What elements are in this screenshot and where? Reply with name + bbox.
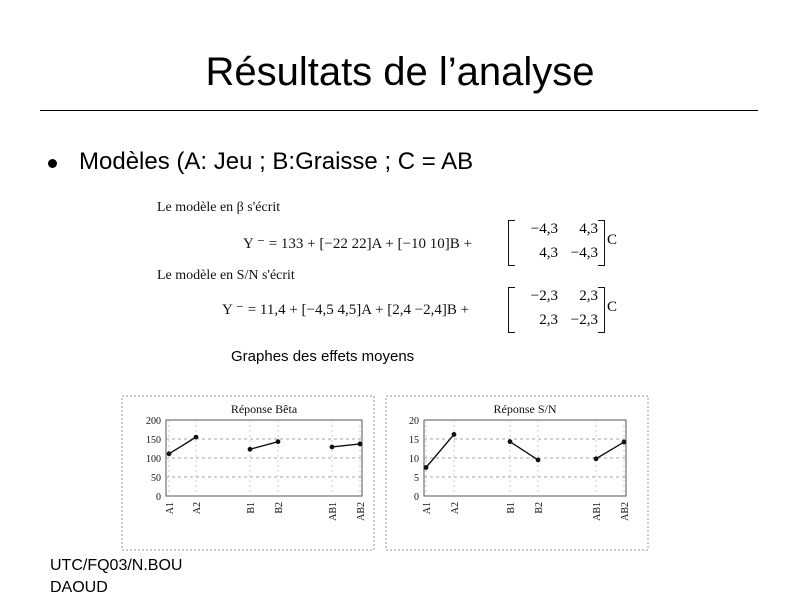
chart-1 [122,396,374,550]
data-point [330,445,335,450]
matrix-cell: 2,3 [579,288,598,304]
data-point [536,458,541,463]
matrix-suffix: C [607,299,618,315]
chart-frame [386,396,648,550]
x-tick-label: AB1 [592,502,603,521]
series-line [596,442,624,459]
data-point [424,465,429,470]
model-beta-equation: Y ⁻ = 133 + [−22 22]A + [−10 10]B + [243,236,472,252]
x-tick-label: B2 [274,502,285,514]
series-line [169,437,196,454]
slide-title: Résultats de l’analyse [205,50,595,94]
series-line [426,434,454,467]
series-line [250,442,278,450]
x-tick-label: A2 [192,502,203,515]
y-tick-label: 150 [146,435,161,446]
y-tick-label: 0 [414,492,419,503]
x-tick-label: AB2 [356,502,367,521]
y-tick-label: 20 [409,416,419,427]
chart-title: Réponse S/N [493,402,557,416]
data-point [622,440,627,445]
data-point [452,432,457,437]
graphs-caption: Graphes des effets moyens [231,348,415,365]
data-point [508,439,513,444]
x-tick-label: A1 [165,502,176,515]
x-tick-label: B1 [506,502,517,514]
model-sn-heading: Le modèle en S/N s'écrit [157,268,295,283]
bullet-text: Modèles (A: Jeu ; B:Graisse ; C = AB [79,148,474,175]
footer-line: UTC/FQ03/N.BOU [50,557,183,574]
series-line [510,442,538,460]
model-beta-heading: Le modèle en β s'écrit [157,200,281,215]
matrix-cell: −2,3 [530,288,558,304]
x-tick-label: B1 [246,502,257,514]
x-tick-label: AB1 [328,502,339,521]
matrix-cell: 4,3 [539,245,558,261]
data-point [248,447,253,452]
data-point [194,435,199,440]
data-point [594,456,599,461]
chart-2 [386,396,648,550]
matrix-cell: 4,3 [579,221,598,237]
y-tick-label: 10 [409,454,419,465]
matrix-cell: −2,3 [570,312,598,328]
y-tick-label: 50 [151,473,161,484]
data-point [167,451,172,456]
y-tick-label: 200 [146,416,161,427]
x-tick-label: A1 [422,502,433,515]
chart-title: Réponse Bêta [230,402,298,416]
matrix-cell: −4,3 [530,221,558,237]
matrix-cell: 2,3 [539,312,558,328]
footer-line: DAOUD [50,579,108,596]
x-tick-label: B2 [534,502,545,514]
y-tick-label: 5 [414,473,419,484]
y-tick-label: 100 [146,454,161,465]
y-tick-label: 15 [409,435,419,446]
series-line [332,444,360,447]
y-tick-label: 0 [156,492,161,503]
data-point [276,439,281,444]
x-tick-label: A2 [450,502,461,515]
matrix-suffix: C [607,232,618,248]
footer-credit [50,555,220,599]
x-tick-label: AB2 [620,502,631,521]
data-point [358,442,363,447]
matrix-cell: −4,3 [570,245,598,261]
model-sn-equation: Y ⁻ = 11,4 + [−4,5 4,5]A + [2,4 −2,4]B + [222,302,470,318]
